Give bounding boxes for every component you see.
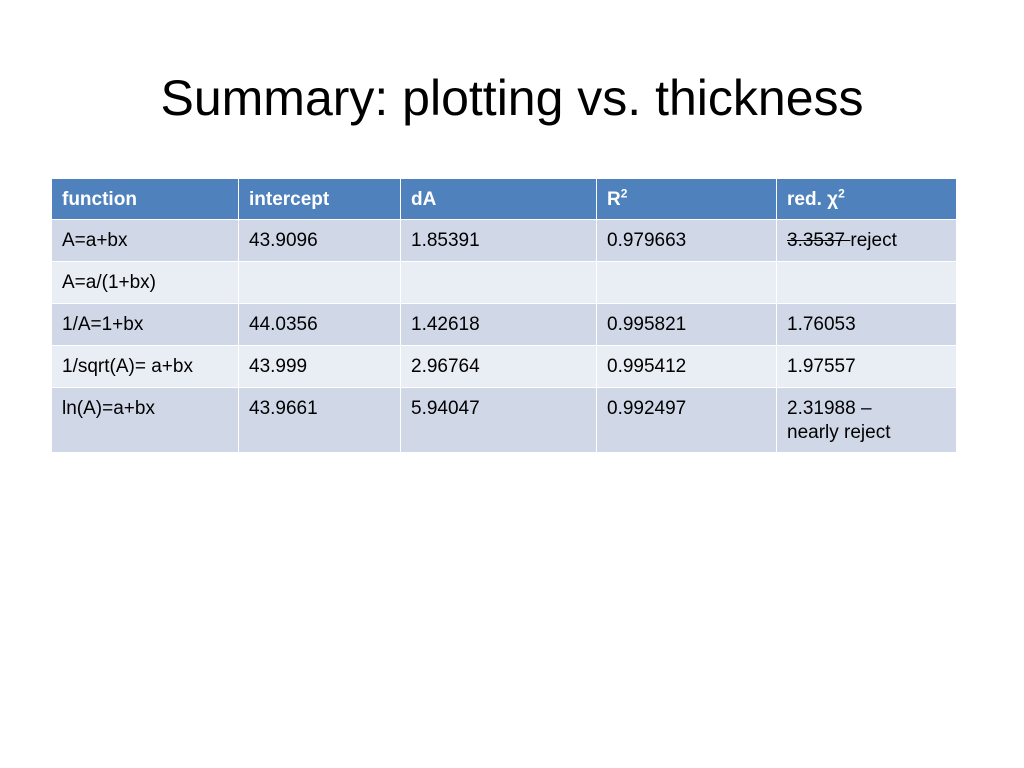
cell-da: 1.42618	[401, 304, 597, 346]
cell-intercept: 43.9661	[239, 388, 401, 453]
cell-r-squared: 0.992497	[597, 388, 777, 453]
cell-function: ln(A)=a+bx	[52, 388, 239, 453]
cell-reduced-chi-squared	[777, 262, 957, 304]
header-intercept: intercept	[239, 179, 401, 220]
cell-da: 2.96764	[401, 346, 597, 388]
header-function: function	[52, 179, 239, 220]
header-reduced-chi-squared	[777, 179, 957, 220]
cell-reduced-chi-squared	[777, 220, 957, 262]
cell-reduced-chi-squared: 1.97557	[777, 346, 957, 388]
cell-da: 1.85391	[401, 220, 597, 262]
table-row	[52, 304, 957, 346]
cell-r-squared: 0.995412	[597, 346, 777, 388]
table-row	[52, 262, 957, 304]
cell-function: A=a/(1+bx)	[52, 262, 239, 304]
cell-function: 1/sqrt(A)= a+bx	[52, 346, 239, 388]
cell-da: 5.94047	[401, 388, 597, 453]
header-r-squared	[597, 179, 777, 220]
summary-table	[51, 178, 957, 453]
cell-r-squared	[597, 262, 777, 304]
cell-function: 1/A=1+bx	[52, 304, 239, 346]
cell-da	[401, 262, 597, 304]
cell-reduced-chi-squared: 1.76053	[777, 304, 957, 346]
cell-r-squared: 0.995821	[597, 304, 777, 346]
cell-intercept: 43.9096	[239, 220, 401, 262]
header-r-squared-exponent: 2	[620, 186, 628, 201]
cell-intercept: 43.999	[239, 346, 401, 388]
table-row	[52, 388, 957, 453]
header-r-squared-base: R	[607, 189, 621, 210]
cell-function: A=a+bx	[52, 220, 239, 262]
chi-note-line: nearly reject	[787, 422, 891, 443]
reject-note: reject	[850, 230, 897, 251]
cell-intercept: 44.0356	[239, 304, 401, 346]
header-chi-exponent: 2	[838, 186, 845, 201]
table-header-row	[52, 179, 957, 220]
cell-intercept	[239, 262, 401, 304]
header-chi-base: red. χ	[787, 189, 839, 210]
table-row	[52, 346, 957, 388]
header-da: dA	[401, 179, 597, 220]
cell-r-squared: 0.979663	[597, 220, 777, 262]
chi-value-line: 2.31988 –	[787, 398, 872, 419]
cell-reduced-chi-squared	[777, 388, 957, 453]
struck-value: 3.3537	[787, 230, 851, 251]
slide-title: Summary: plotting vs. thickness	[160, 70, 864, 126]
table-row	[52, 220, 957, 262]
